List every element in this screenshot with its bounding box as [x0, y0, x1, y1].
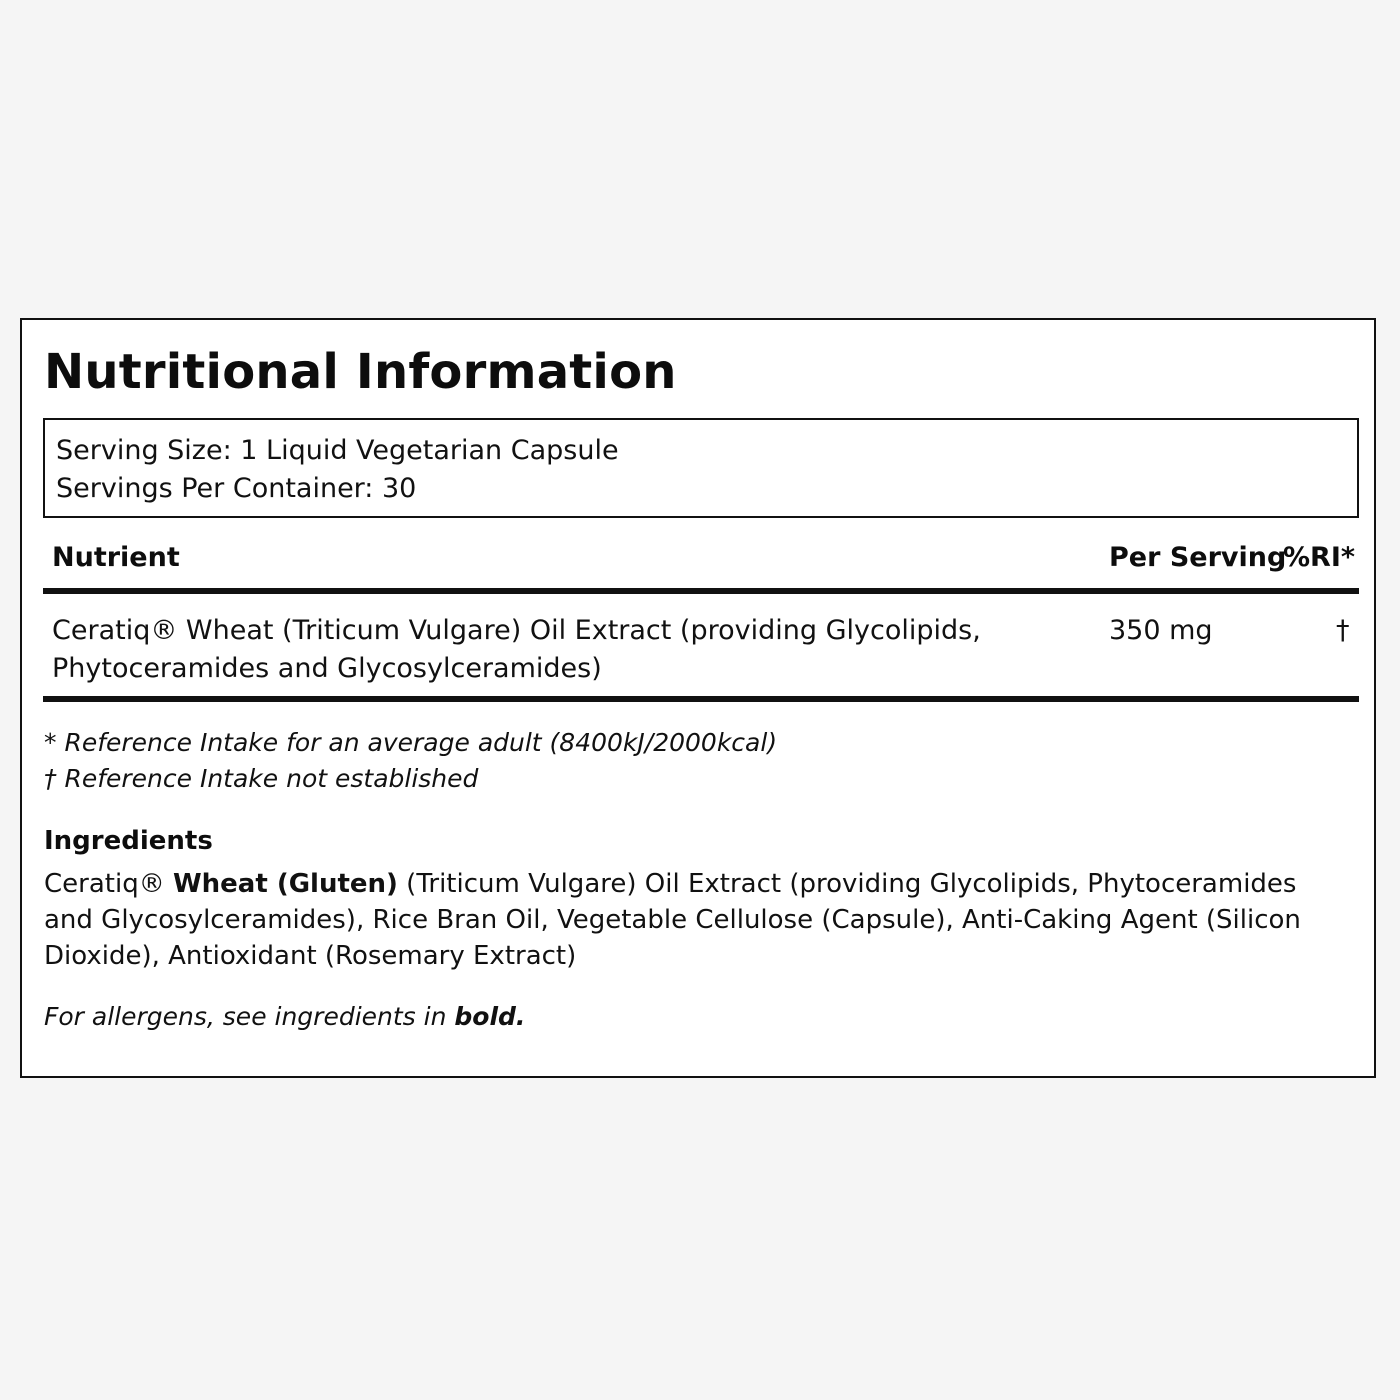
ingredients-text	[44, 866, 1304, 974]
header-per-serving: Per Serving	[1109, 542, 1287, 573]
ingredients-rest: (Triticum Vulgare) Oil Extract (providing Glycolipids, Phytoceramides and Glycosylceramides), Rice Bran Oil, Vegetable Cellulose (Capsule), Anti-Caking Agent (Silicon Dioxide), Antioxidant (Rosemary Extract)	[44, 869, 1301, 971]
serving-size: Serving Size: 1 Liquid Vegetarian Capsule	[56, 435, 619, 466]
dagger-footnote: † Reference Intake not established	[44, 764, 479, 793]
nutrient-ri: †	[1336, 615, 1350, 646]
ingredients-allergen: Wheat (Gluten)	[172, 869, 398, 899]
ri-footnote: * Reference Intake for an average adult (8400kJ/2000kcal)	[44, 728, 778, 757]
nutrition-panel	[20, 318, 1376, 1078]
page-title: Nutritional Information	[44, 344, 677, 400]
servings-per-container: Servings Per Container: 30	[56, 473, 417, 504]
ingredients-prefix: Ceratiq®	[44, 869, 173, 899]
table-divider-top	[43, 588, 1359, 594]
allergen-note-text: For allergens, see ingredients in	[44, 1002, 455, 1031]
table-divider-bottom	[43, 696, 1359, 702]
allergen-note-bold: bold.	[454, 1002, 526, 1031]
serving-info-box	[43, 418, 1359, 518]
allergen-note	[44, 1000, 525, 1034]
nutrient-per-serving: 350 mg	[1109, 615, 1213, 646]
ingredients-title: Ingredients	[44, 826, 213, 856]
header-ri: %RI*	[1283, 542, 1356, 573]
header-nutrient: Nutrient	[52, 542, 180, 573]
nutrient-name: Ceratiq® Wheat (Triticum Vulgare) Oil Extract (providing Glycolipids, Phytoceramides and Glycosylceramides)	[52, 615, 981, 684]
